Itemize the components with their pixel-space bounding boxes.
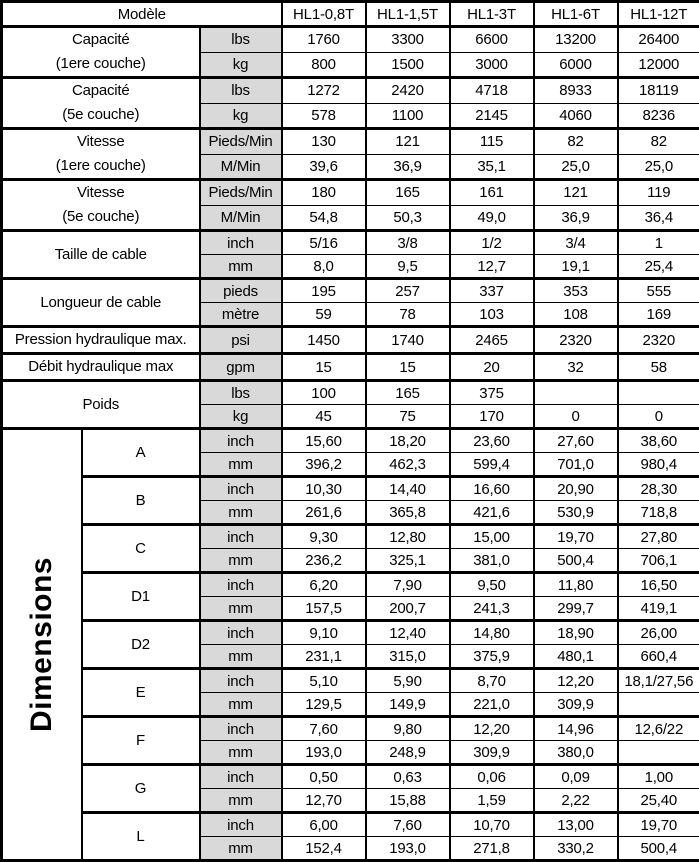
value-cell: 23,60 — [450, 429, 534, 453]
value-cell: 58 — [618, 354, 699, 381]
value-cell: 36,9 — [534, 205, 618, 231]
dimension-letter-cell: G — [82, 765, 200, 813]
dimension-row — [2, 765, 699, 789]
dimension-letter-cell: C — [82, 525, 200, 573]
value-cell: 800 — [282, 52, 366, 78]
value-cell: 14,96 — [534, 717, 618, 741]
value-cell: 241,3 — [450, 597, 534, 621]
model-header-cell: HL1-0,8T — [282, 2, 366, 27]
dimension-row — [2, 477, 699, 501]
value-cell: 299,7 — [534, 597, 618, 621]
unit-cell: mm — [200, 597, 282, 621]
value-cell: 0 — [618, 405, 699, 429]
section-label-line: Longueur de cable — [3, 291, 199, 315]
value-cell: 5,10 — [282, 669, 366, 693]
spec-row — [2, 279, 699, 303]
value-cell: 12,20 — [450, 717, 534, 741]
unit-cell: inch — [200, 429, 282, 453]
value-cell: 115 — [450, 129, 534, 155]
value-cell: 20,90 — [534, 477, 618, 501]
value-cell: 2465 — [450, 327, 534, 354]
unit-cell: inch — [200, 573, 282, 597]
value-cell: 78 — [366, 303, 450, 327]
value-cell: 10,70 — [450, 813, 534, 837]
value-cell: 3300 — [366, 27, 450, 53]
value-cell: 27,60 — [534, 429, 618, 453]
value-cell: 330,2 — [534, 837, 618, 861]
value-cell: 45 — [282, 405, 366, 429]
value-cell: 9,5 — [366, 255, 450, 279]
model-header-row — [2, 2, 699, 27]
value-cell: 195 — [282, 279, 366, 303]
value-cell: 248,9 — [366, 741, 450, 765]
dimension-letter-cell: E — [82, 669, 200, 717]
section-label-cell — [2, 27, 200, 78]
value-cell: 1 — [618, 231, 699, 255]
unit-cell: gpm — [200, 354, 282, 381]
value-cell: 82 — [534, 129, 618, 155]
value-cell: 193,0 — [282, 741, 366, 765]
section-label-line: (5e couche) — [3, 205, 199, 229]
model-header-cell: HL1-3T — [450, 2, 534, 27]
unit-cell: M/Min — [200, 154, 282, 180]
dimensions-section-label-cell — [2, 429, 82, 861]
value-cell: 180 — [282, 180, 366, 206]
value-cell: 1,00 — [618, 765, 699, 789]
dimension-row — [2, 573, 699, 597]
value-cell: 19,70 — [618, 813, 699, 837]
section-label-line: Poids — [3, 393, 199, 417]
unit-cell: mm — [200, 501, 282, 525]
value-cell: 18,1/27,56 — [618, 669, 699, 693]
value-cell: 12,20 — [534, 669, 618, 693]
value-cell: 375 — [450, 381, 534, 405]
section-label-line: Capacité — [3, 28, 199, 52]
section-label-cell — [2, 180, 200, 231]
value-cell: 152,4 — [282, 837, 366, 861]
value-cell: 261,6 — [282, 501, 366, 525]
value-cell: 18,90 — [534, 621, 618, 645]
value-cell: 381,0 — [450, 549, 534, 573]
spec-row — [2, 354, 699, 381]
unit-cell: inch — [200, 621, 282, 645]
dimension-letter-cell: D1 — [82, 573, 200, 621]
dimension-row — [2, 813, 699, 837]
value-cell: 7,90 — [366, 573, 450, 597]
value-cell: 231,1 — [282, 645, 366, 669]
dimension-letter-cell: D2 — [82, 621, 200, 669]
unit-cell: psi — [200, 327, 282, 354]
value-cell: 2320 — [534, 327, 618, 354]
dimensions-vertical-label: Dimensions — [25, 557, 59, 732]
value-cell: 980,4 — [618, 453, 699, 477]
value-cell: 3000 — [450, 52, 534, 78]
value-cell: 0,06 — [450, 765, 534, 789]
spec-row — [2, 381, 699, 405]
unit-cell: inch — [200, 231, 282, 255]
value-cell: 75 — [366, 405, 450, 429]
value-cell: 0,63 — [366, 765, 450, 789]
unit-cell: kg — [200, 103, 282, 129]
value-cell: 1760 — [282, 27, 366, 53]
section-label-line: (1ere couche) — [3, 154, 199, 178]
unit-cell: inch — [200, 765, 282, 789]
value-cell: 165 — [366, 381, 450, 405]
dimension-row — [2, 669, 699, 693]
value-cell: 35,1 — [450, 154, 534, 180]
value-cell: 82 — [618, 129, 699, 155]
value-cell: 480,1 — [534, 645, 618, 669]
value-cell: 12,6/22 — [618, 717, 699, 741]
value-cell: 555 — [618, 279, 699, 303]
value-cell: 15,00 — [450, 525, 534, 549]
unit-cell: lbs — [200, 381, 282, 405]
unit-cell: inch — [200, 669, 282, 693]
value-cell: 7,60 — [282, 717, 366, 741]
value-cell: 701,0 — [534, 453, 618, 477]
value-cell: 13200 — [534, 27, 618, 53]
value-cell: 1,59 — [450, 789, 534, 813]
value-cell: 59 — [282, 303, 366, 327]
value-cell: 1272 — [282, 78, 366, 104]
unit-cell: kg — [200, 405, 282, 429]
value-cell — [618, 741, 699, 765]
value-cell: 530,9 — [534, 501, 618, 525]
value-cell: 5/16 — [282, 231, 366, 255]
value-cell: 200,7 — [366, 597, 450, 621]
value-cell: 25,0 — [618, 154, 699, 180]
value-cell: 100 — [282, 381, 366, 405]
unit-cell: inch — [200, 477, 282, 501]
value-cell: 9,30 — [282, 525, 366, 549]
value-cell: 6,00 — [282, 813, 366, 837]
value-cell: 6,20 — [282, 573, 366, 597]
value-cell: 325,1 — [366, 549, 450, 573]
spec-row — [2, 78, 699, 104]
value-cell: 28,30 — [618, 477, 699, 501]
value-cell: 15,60 — [282, 429, 366, 453]
model-header-cell: HL1-6T — [534, 2, 618, 27]
value-cell: 375,9 — [450, 645, 534, 669]
section-label-line: Vitesse — [3, 181, 199, 205]
value-cell: 25,40 — [618, 789, 699, 813]
value-cell: 12,40 — [366, 621, 450, 645]
unit-cell: mm — [200, 693, 282, 717]
value-cell: 3/4 — [534, 231, 618, 255]
value-cell: 103 — [450, 303, 534, 327]
section-label-cell — [2, 279, 200, 327]
value-cell: 12,80 — [366, 525, 450, 549]
value-cell: 19,1 — [534, 255, 618, 279]
value-cell: 6600 — [450, 27, 534, 53]
unit-cell: Pieds/Min — [200, 129, 282, 155]
unit-cell: mm — [200, 255, 282, 279]
value-cell: 32 — [534, 354, 618, 381]
value-cell: 129,5 — [282, 693, 366, 717]
value-cell: 4060 — [534, 103, 618, 129]
value-cell: 36,9 — [366, 154, 450, 180]
value-cell: 706,1 — [618, 549, 699, 573]
value-cell: 4718 — [450, 78, 534, 104]
value-cell: 7,60 — [366, 813, 450, 837]
value-cell: 660,4 — [618, 645, 699, 669]
section-label-line: Débit hydraulique max — [3, 355, 199, 379]
value-cell: 421,6 — [450, 501, 534, 525]
unit-cell: mm — [200, 837, 282, 861]
spec-row — [2, 327, 699, 354]
value-cell: 14,40 — [366, 477, 450, 501]
value-cell: 1/2 — [450, 231, 534, 255]
value-cell: 15 — [282, 354, 366, 381]
unit-cell: lbs — [200, 78, 282, 104]
value-cell: 1500 — [366, 52, 450, 78]
unit-cell: pieds — [200, 279, 282, 303]
dimension-letter-cell: B — [82, 477, 200, 525]
value-cell: 0,09 — [534, 765, 618, 789]
value-cell: 12,70 — [282, 789, 366, 813]
value-cell: 2,22 — [534, 789, 618, 813]
spec-row — [2, 180, 699, 206]
value-cell: 169 — [618, 303, 699, 327]
value-cell: 170 — [450, 405, 534, 429]
value-cell: 16,50 — [618, 573, 699, 597]
value-cell: 0 — [534, 405, 618, 429]
value-cell: 309,9 — [450, 741, 534, 765]
value-cell: 157,5 — [282, 597, 366, 621]
value-cell: 0,50 — [282, 765, 366, 789]
value-cell: 419,1 — [618, 597, 699, 621]
value-cell: 309,9 — [534, 693, 618, 717]
section-label-line: (1ere couche) — [3, 52, 199, 76]
value-cell: 1100 — [366, 103, 450, 129]
value-cell: 380,0 — [534, 741, 618, 765]
value-cell: 36,4 — [618, 205, 699, 231]
value-cell — [534, 381, 618, 405]
value-cell: 149,9 — [366, 693, 450, 717]
value-cell — [618, 381, 699, 405]
value-cell: 8,0 — [282, 255, 366, 279]
value-cell: 10,30 — [282, 477, 366, 501]
unit-cell: Pieds/Min — [200, 180, 282, 206]
dimension-row — [2, 717, 699, 741]
value-cell: 25,4 — [618, 255, 699, 279]
value-cell: 236,2 — [282, 549, 366, 573]
value-cell: 257 — [366, 279, 450, 303]
value-cell: 119 — [618, 180, 699, 206]
value-cell: 5,90 — [366, 669, 450, 693]
value-cell: 108 — [534, 303, 618, 327]
dimension-row — [2, 621, 699, 645]
value-cell: 6000 — [534, 52, 618, 78]
value-cell: 121 — [534, 180, 618, 206]
value-cell: 38,60 — [618, 429, 699, 453]
dimension-letter-cell: L — [82, 813, 200, 861]
value-cell: 13,00 — [534, 813, 618, 837]
model-header-cell: HL1-1,5T — [366, 2, 450, 27]
section-label-line: Vitesse — [3, 130, 199, 154]
section-label-cell — [2, 129, 200, 180]
model-header-cell: HL1-12T — [618, 2, 699, 27]
unit-cell: mètre — [200, 303, 282, 327]
dimension-row — [2, 525, 699, 549]
value-cell: 1450 — [282, 327, 366, 354]
value-cell: 20 — [450, 354, 534, 381]
section-label-line: (5e couche) — [3, 103, 199, 127]
value-cell: 11,80 — [534, 573, 618, 597]
value-cell: 500,4 — [618, 837, 699, 861]
unit-cell: mm — [200, 789, 282, 813]
value-cell: 500,4 — [534, 549, 618, 573]
value-cell: 718,8 — [618, 501, 699, 525]
value-cell: 161 — [450, 180, 534, 206]
unit-cell: lbs — [200, 27, 282, 53]
section-label-cell — [2, 78, 200, 129]
section-label-line: Capacité — [3, 79, 199, 103]
value-cell: 599,4 — [450, 453, 534, 477]
section-label-line: Taille de cable — [3, 243, 199, 267]
value-cell: 18,20 — [366, 429, 450, 453]
section-label-cell — [2, 354, 200, 381]
unit-cell: mm — [200, 453, 282, 477]
unit-cell: inch — [200, 813, 282, 837]
value-cell: 315,0 — [366, 645, 450, 669]
unit-cell: kg — [200, 52, 282, 78]
value-cell: 54,8 — [282, 205, 366, 231]
unit-cell: inch — [200, 525, 282, 549]
value-cell: 26400 — [618, 27, 699, 53]
value-cell: 16,60 — [450, 477, 534, 501]
value-cell: 9,80 — [366, 717, 450, 741]
unit-cell: inch — [200, 717, 282, 741]
model-header-label: Modèle — [2, 2, 282, 27]
unit-cell: M/Min — [200, 205, 282, 231]
section-label-line: Pression hydraulique max. — [3, 328, 199, 352]
value-cell: 39,6 — [282, 154, 366, 180]
value-cell: 50,3 — [366, 205, 450, 231]
value-cell: 27,80 — [618, 525, 699, 549]
value-cell: 1740 — [366, 327, 450, 354]
section-label-cell — [2, 327, 200, 354]
value-cell: 9,50 — [450, 573, 534, 597]
unit-cell: mm — [200, 549, 282, 573]
value-cell: 130 — [282, 129, 366, 155]
value-cell — [618, 693, 699, 717]
value-cell: 165 — [366, 180, 450, 206]
value-cell: 26,00 — [618, 621, 699, 645]
value-cell: 18119 — [618, 78, 699, 104]
value-cell: 337 — [450, 279, 534, 303]
spec-row — [2, 129, 699, 155]
value-cell: 12000 — [618, 52, 699, 78]
value-cell: 8,70 — [450, 669, 534, 693]
value-cell: 121 — [366, 129, 450, 155]
value-cell: 19,70 — [534, 525, 618, 549]
value-cell: 193,0 — [366, 837, 450, 861]
value-cell: 25,0 — [534, 154, 618, 180]
value-cell: 9,10 — [282, 621, 366, 645]
value-cell: 396,2 — [282, 453, 366, 477]
value-cell: 8933 — [534, 78, 618, 104]
value-cell: 15,88 — [366, 789, 450, 813]
spec-row — [2, 27, 699, 53]
spec-row — [2, 231, 699, 255]
unit-cell: mm — [200, 741, 282, 765]
value-cell: 578 — [282, 103, 366, 129]
value-cell: 14,80 — [450, 621, 534, 645]
value-cell: 2420 — [366, 78, 450, 104]
value-cell: 49,0 — [450, 205, 534, 231]
dimension-row — [2, 429, 699, 453]
section-label-cell — [2, 231, 200, 279]
value-cell: 271,8 — [450, 837, 534, 861]
value-cell: 365,8 — [366, 501, 450, 525]
section-label-cell — [2, 381, 200, 429]
value-cell: 3/8 — [366, 231, 450, 255]
unit-cell: mm — [200, 645, 282, 669]
dimension-letter-cell: F — [82, 717, 200, 765]
value-cell: 2320 — [618, 327, 699, 354]
value-cell: 353 — [534, 279, 618, 303]
dimension-letter-cell: A — [82, 429, 200, 477]
value-cell: 8236 — [618, 103, 699, 129]
value-cell: 12,7 — [450, 255, 534, 279]
value-cell: 221,0 — [450, 693, 534, 717]
value-cell: 15 — [366, 354, 450, 381]
value-cell: 2145 — [450, 103, 534, 129]
value-cell: 462,3 — [366, 453, 450, 477]
